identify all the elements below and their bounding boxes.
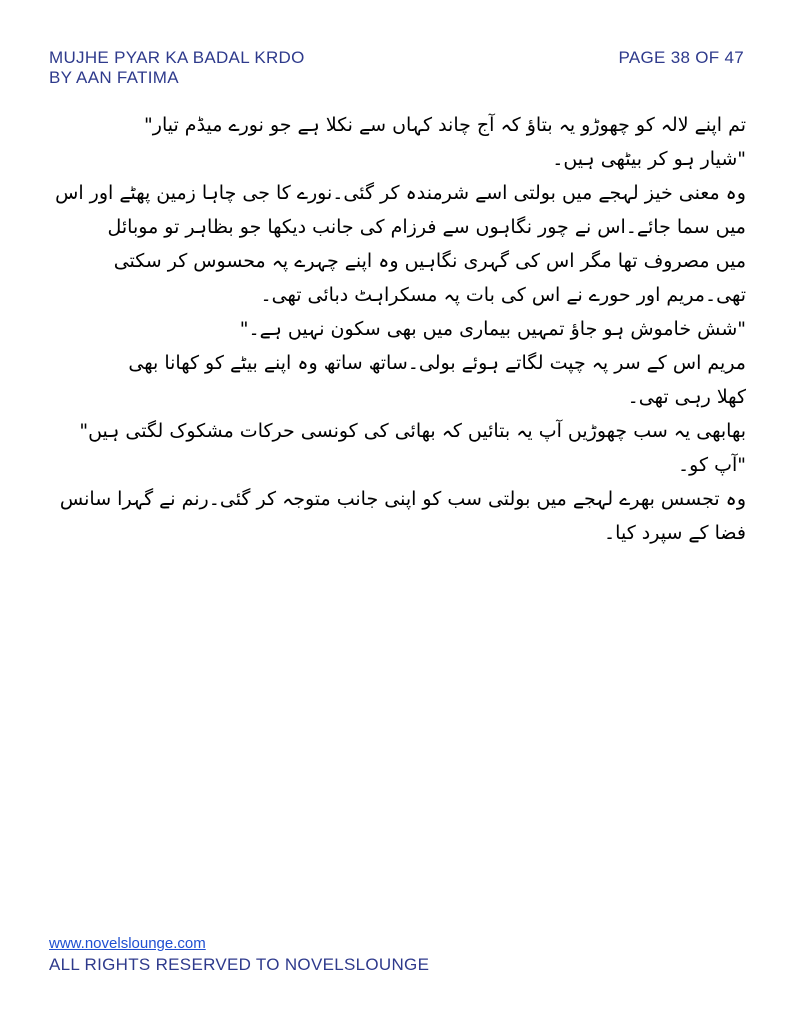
text-line: "شیار ہو کر بیٹھی ہیں۔: [552, 148, 746, 170]
text-line: بھابھی یہ سب چھوڑیں آپ یہ بتائیں کہ بھائی کی کونسی حرکات مشکوک لگتی ہیں": [79, 420, 746, 442]
document-footer: [49, 934, 429, 976]
text-line: تم اپنے لالہ کو چھوڑو یہ بتاؤ کہ آج چاند کہاں سے نکلا ہے جو نورے میڈم تیار": [144, 114, 746, 136]
novel-title: MUJHE PYAR KA BADAL KRDO: [49, 48, 305, 67]
text-line: میں سما جائے۔اس نے چور نگاہوں سے فرزام کی جانب دیکھا جو بظاہر تو موبائل: [107, 216, 746, 238]
text-line: "آپ کو۔: [678, 454, 746, 476]
text-line: کھلا رہی تھی۔: [627, 386, 746, 408]
text-line: فضا کے سپرد کیا۔: [604, 522, 746, 544]
text-line: میں مصروف تھا مگر اس کی گہری نگاہیں وہ اپنے چہرے پہ محسوس کر سکتی: [113, 250, 746, 272]
text-line: وہ تجسس بھرے لہجے میں بولتی سب کو اپنی جانب متوجہ کر گئی۔رنم نے گہرا سانس: [59, 488, 746, 510]
text-line: "شش خاموش ہو جاؤ تمہیں بیماری میں بھی سکون نہیں ہے۔": [239, 318, 746, 340]
page-body: [45, 108, 746, 550]
author-line: BY AAN FATIMA: [49, 68, 179, 87]
page-indicator: PAGE 38 OF 47: [618, 48, 744, 67]
text-line: مریم اس کے سر پہ چپت لگاتے ہوئے بولی۔ساتھ ساتھ وہ اپنے بیٹے کو کھانا بھی: [128, 352, 746, 374]
rights-notice: ALL RIGHTS RESERVED TO NOVELSLOUNGE: [49, 955, 430, 974]
text-line: وہ معنی خیز لہجے میں بولتی اسے شرمندہ کر گئی۔نورے کا جی چاہا زمین پھٹے اور اس: [55, 182, 746, 204]
website-link[interactable]: www.novelslounge.com: [49, 935, 206, 952]
text-line: تھی۔مریم اور حورے نے اس کی بات پہ مسکراہٹ دبائی تھی۔: [260, 284, 746, 306]
document-header-left: [49, 48, 305, 88]
